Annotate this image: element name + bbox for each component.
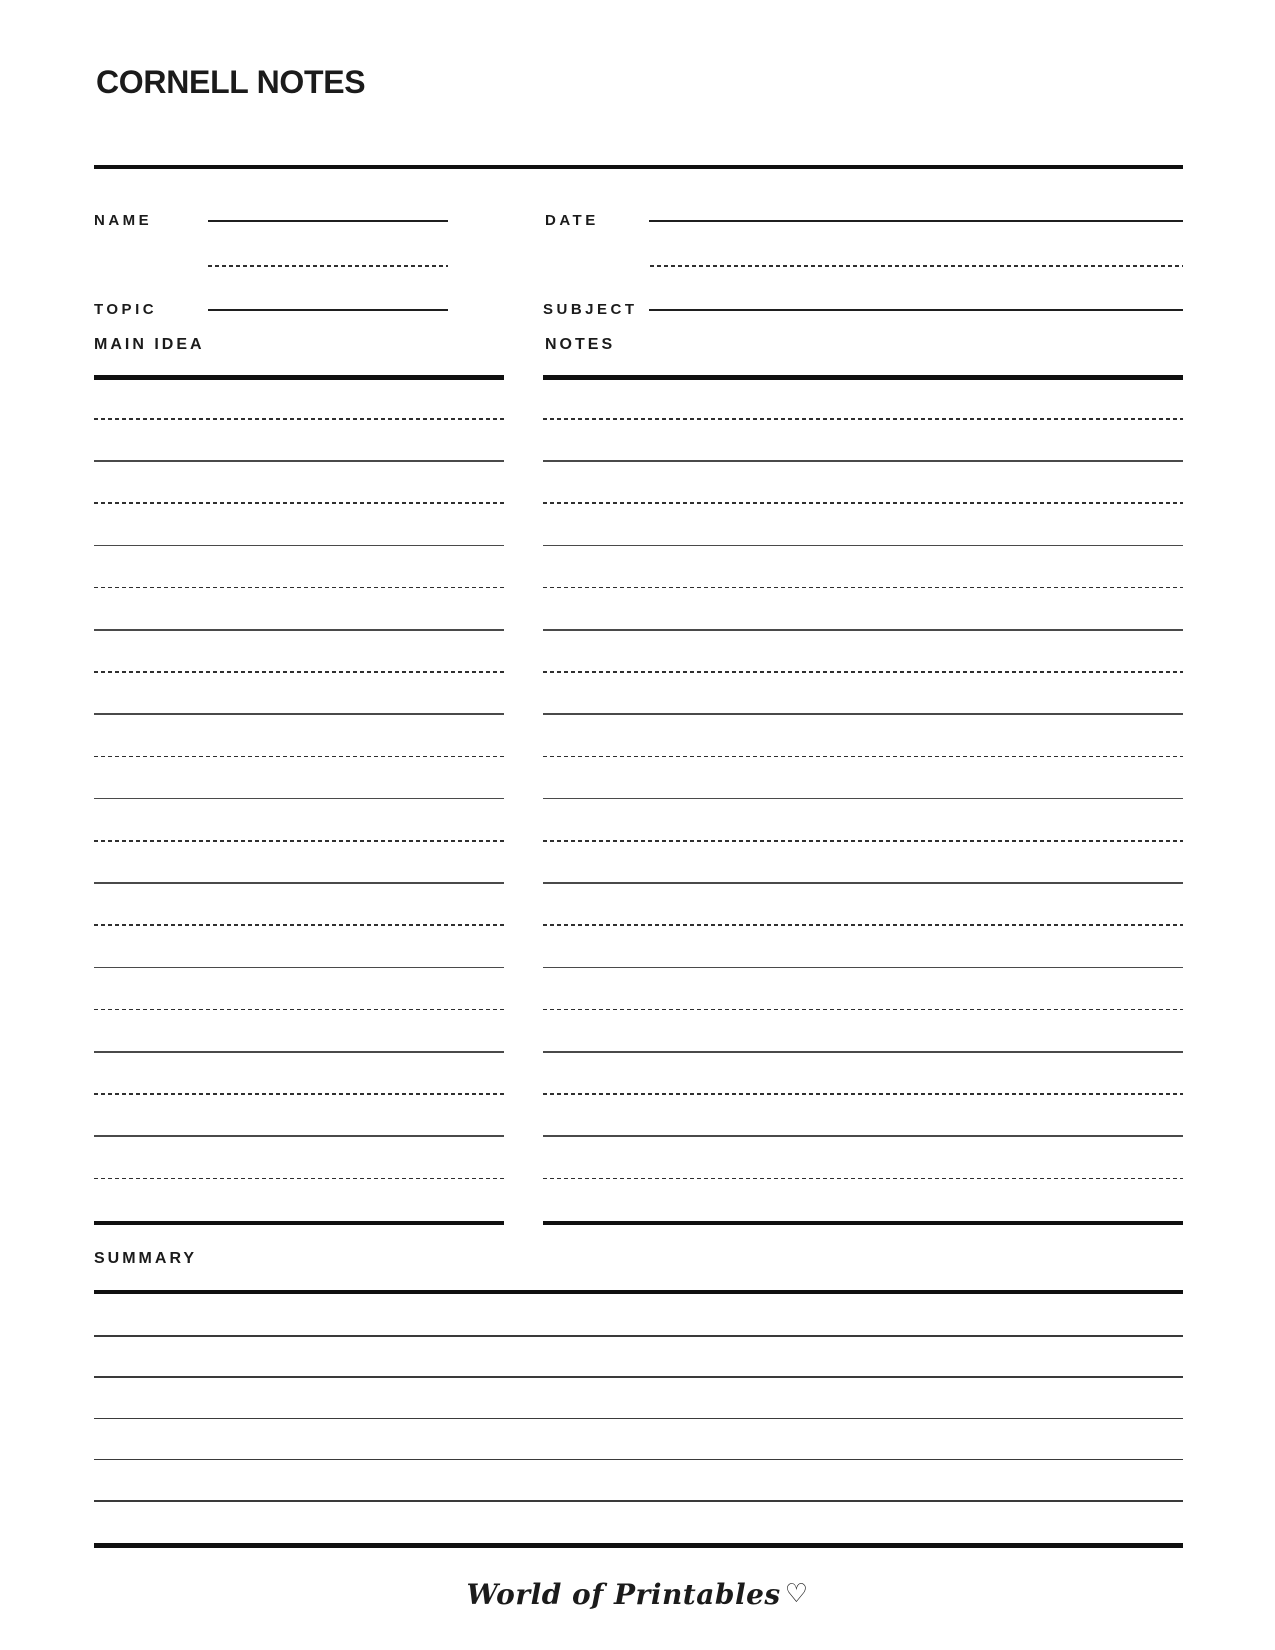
notes-rule-dashed <box>543 587 1183 589</box>
notes-rule-dashed <box>543 418 1183 420</box>
date-dashed-line <box>650 265 1183 267</box>
page-bottom-bar <box>94 1543 1183 1548</box>
subject-fill-line <box>649 309 1183 311</box>
notes-rule-solid <box>543 629 1183 631</box>
main-idea-rule-solid <box>94 882 504 884</box>
main-idea-rule-dashed <box>94 840 504 842</box>
notes-rule-dashed <box>543 1178 1183 1180</box>
name-dashed-line <box>208 265 448 267</box>
summary-rule-line <box>94 1500 1183 1502</box>
summary-rule-line <box>94 1418 1183 1420</box>
main-idea-rule-dashed <box>94 418 504 420</box>
date-label: DATE <box>545 212 599 229</box>
footer-brand-text: World of Printables <box>466 1578 781 1611</box>
main-idea-rule-dashed <box>94 587 504 589</box>
notes-column-label: NOTES <box>545 336 616 353</box>
summary-rule-line <box>94 1459 1183 1461</box>
notes-bottom-bar <box>543 1221 1183 1225</box>
main-idea-rule-solid <box>94 460 504 462</box>
main-idea-rule-solid <box>94 545 504 547</box>
notes-rule-solid <box>543 545 1183 547</box>
summary-top-bar <box>94 1290 1183 1294</box>
notes-rule-solid <box>543 882 1183 884</box>
notes-rule-solid <box>543 713 1183 715</box>
notes-rule-dashed <box>543 840 1183 842</box>
main-idea-rule-dashed <box>94 671 504 673</box>
main-idea-rule-solid <box>94 967 504 969</box>
main-idea-column-label: MAIN IDEA <box>94 336 205 353</box>
name-label: NAME <box>94 212 153 229</box>
notes-rule-solid <box>543 967 1183 969</box>
main-idea-rule-solid <box>94 629 504 631</box>
page-title: CORNELL NOTES <box>96 64 366 100</box>
main-idea-rule-dashed <box>94 1178 504 1180</box>
topic-label: TOPIC <box>94 301 158 318</box>
footer-brand <box>0 1578 1275 1612</box>
notes-rule-solid <box>543 460 1183 462</box>
notes-rule-dashed <box>543 671 1183 673</box>
notes-header-bar <box>543 375 1183 380</box>
heart-icon: ♡ <box>784 1579 809 1609</box>
notes-rule-solid <box>543 798 1183 800</box>
main-idea-rule-dashed <box>94 1009 504 1011</box>
notes-rule-dashed <box>543 756 1183 758</box>
main-idea-bottom-bar <box>94 1221 504 1225</box>
summary-label: SUMMARY <box>94 1250 198 1267</box>
main-idea-rule-solid <box>94 1051 504 1053</box>
main-idea-header-bar <box>94 375 504 380</box>
notes-rule-solid <box>543 1135 1183 1137</box>
main-idea-rule-dashed <box>94 502 504 504</box>
main-idea-rule-solid <box>94 1135 504 1137</box>
topic-fill-line <box>208 309 448 311</box>
summary-rule-line <box>94 1335 1183 1337</box>
main-idea-rule-dashed <box>94 756 504 758</box>
notes-rule-dashed <box>543 502 1183 504</box>
notes-rule-solid <box>543 1051 1183 1053</box>
main-idea-rule-solid <box>94 798 504 800</box>
main-idea-rule-dashed <box>94 924 504 926</box>
date-fill-line <box>649 220 1183 222</box>
summary-rule-line <box>94 1376 1183 1378</box>
name-fill-line <box>208 220 448 222</box>
notes-rule-dashed <box>543 924 1183 926</box>
subject-label: SUBJECT <box>543 301 638 318</box>
main-idea-rule-dashed <box>94 1093 504 1095</box>
main-idea-rule-solid <box>94 713 504 715</box>
notes-rule-dashed <box>543 1093 1183 1095</box>
header-top-rule <box>94 165 1183 169</box>
notes-rule-dashed <box>543 1009 1183 1011</box>
